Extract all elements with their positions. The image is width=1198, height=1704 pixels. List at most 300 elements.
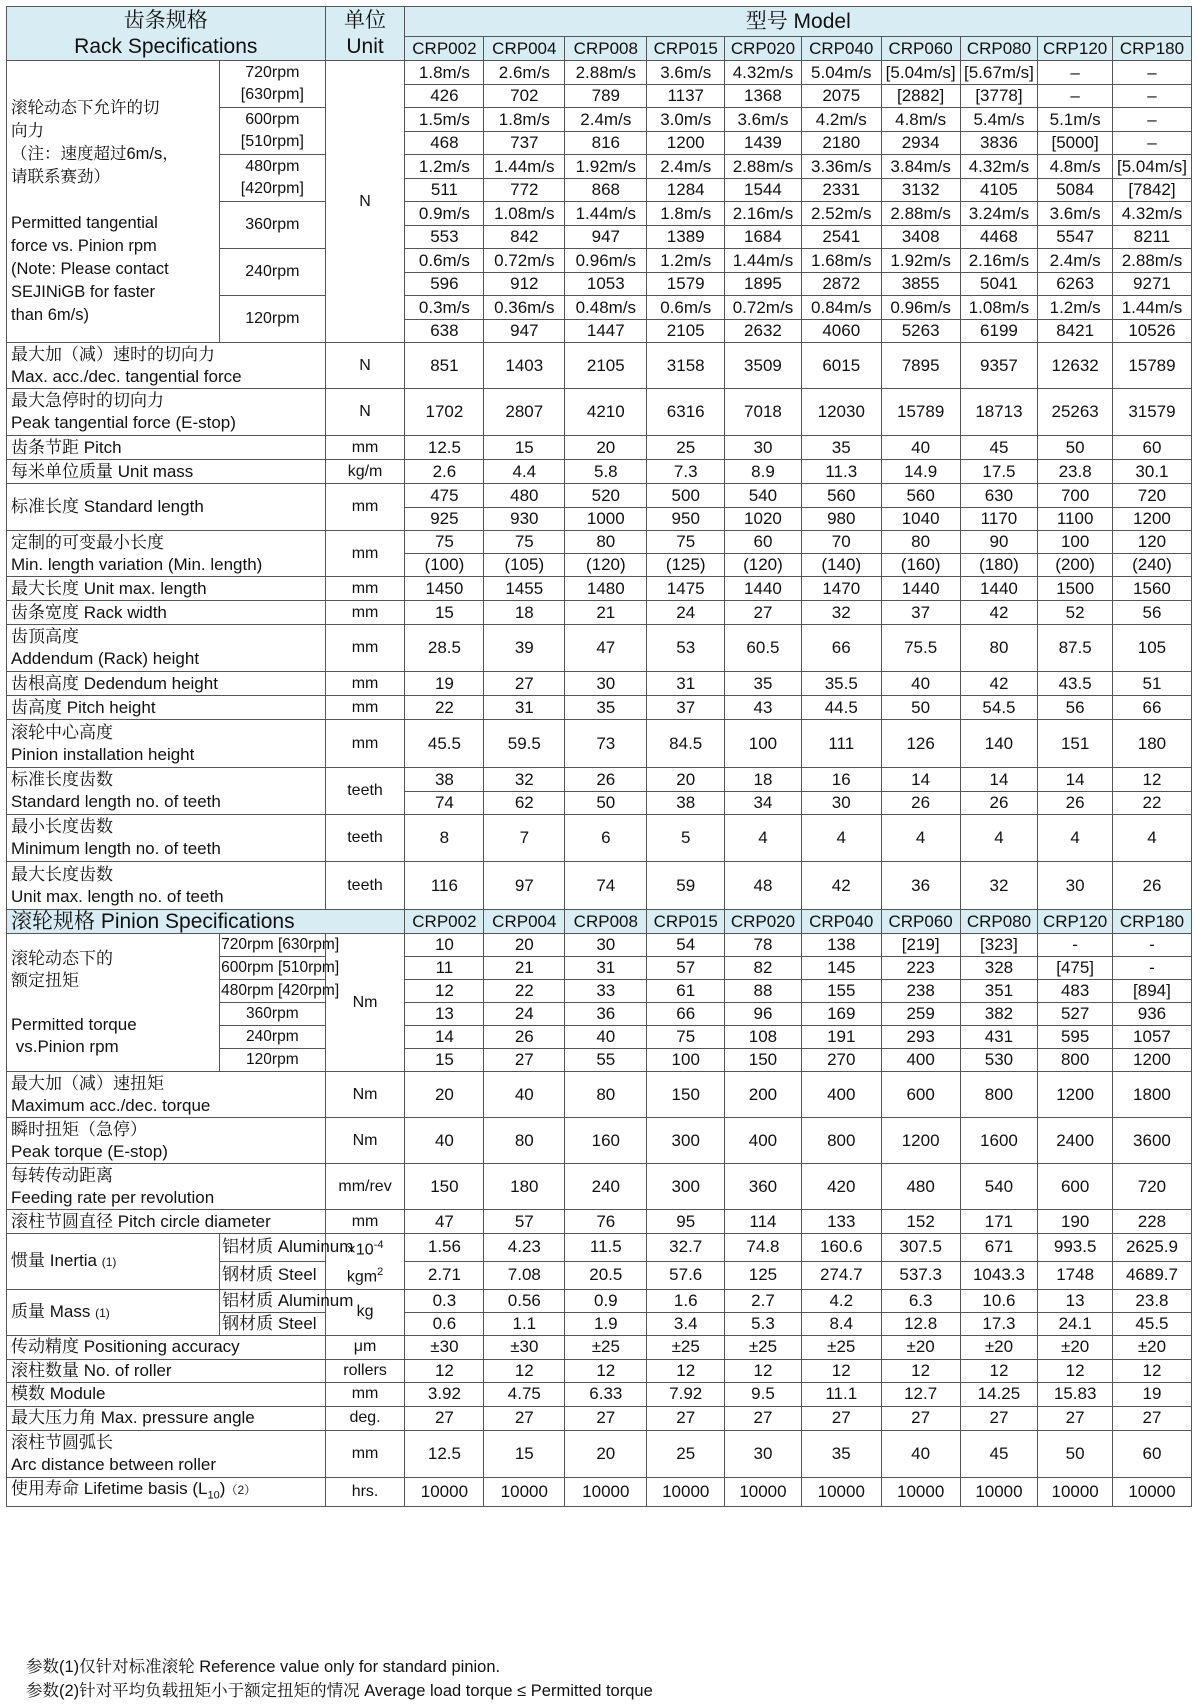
rpm-cell bbox=[220, 957, 340, 980]
tangential-force-description bbox=[7, 61, 220, 343]
cell-value bbox=[484, 531, 565, 554]
model-name: CRP120 bbox=[1043, 38, 1108, 58]
cell-value bbox=[1112, 132, 1191, 155]
cell-value bbox=[484, 1210, 565, 1234]
cell-value bbox=[405, 980, 484, 1003]
unit-value: ×10 bbox=[346, 1241, 374, 1259]
cell-value: 88 bbox=[753, 981, 773, 1000]
cell-value: 30 bbox=[1065, 875, 1085, 895]
cell-value bbox=[647, 980, 725, 1003]
cell-value: 59.5 bbox=[507, 733, 541, 753]
row-label bbox=[7, 1234, 220, 1290]
cell-value bbox=[801, 1382, 881, 1406]
label-en: No. of roller bbox=[83, 1360, 172, 1380]
cell-value bbox=[484, 1477, 565, 1506]
cell-value: 3855 bbox=[901, 274, 940, 293]
rpm-label: 480rpm [420rpm] bbox=[221, 982, 340, 999]
cell-value: 1702 bbox=[425, 402, 464, 421]
rack-title-cn: 齿条规格 bbox=[123, 8, 208, 32]
cell-value: 4.2 bbox=[829, 1290, 854, 1310]
cell-value: 5263 bbox=[901, 321, 940, 340]
label-cn: 使用寿命 bbox=[11, 1478, 79, 1498]
model-name: CRP008 bbox=[573, 38, 638, 58]
cell-value bbox=[647, 1210, 725, 1234]
cell-value: 21 bbox=[514, 958, 534, 977]
cell-value: 912 bbox=[510, 274, 539, 293]
cell-value bbox=[1038, 273, 1113, 296]
cell-value: (105) bbox=[504, 555, 545, 574]
cell-value: 3158 bbox=[666, 355, 705, 375]
cell-value bbox=[881, 155, 960, 179]
cell-value bbox=[881, 320, 960, 343]
cell-value: 1200 bbox=[1056, 1084, 1095, 1104]
cell-value bbox=[405, 601, 484, 625]
cell-value bbox=[565, 85, 647, 108]
cell-value: 5.4m/s bbox=[973, 109, 1025, 129]
cell-value: 50 bbox=[1065, 1443, 1085, 1463]
cell-value: 3.4 bbox=[673, 1313, 698, 1333]
cell-value: 1450 bbox=[425, 578, 464, 598]
cell-value: 84.5 bbox=[669, 733, 703, 753]
cell-value: 520 bbox=[591, 485, 620, 505]
cell-value: 1560 bbox=[1133, 578, 1171, 598]
cell-value bbox=[801, 108, 881, 132]
cell-value bbox=[484, 577, 565, 601]
cell-value bbox=[1112, 1072, 1191, 1118]
cell-value bbox=[1038, 202, 1113, 226]
cell-value: 4 bbox=[758, 828, 768, 847]
row-label bbox=[7, 1430, 326, 1477]
cell-value bbox=[881, 625, 960, 672]
cell-value: 180 bbox=[1137, 733, 1167, 753]
material-label: 钢材质 Steel bbox=[222, 1265, 317, 1285]
cell-value: 12 bbox=[911, 1360, 931, 1380]
cell-value bbox=[960, 108, 1038, 132]
cell-value: 702 bbox=[510, 86, 539, 105]
cell-value bbox=[801, 508, 881, 531]
cell-value: 1447 bbox=[586, 321, 625, 340]
rpm-label: 120rpm bbox=[246, 1051, 299, 1068]
cell-value bbox=[801, 389, 881, 436]
label-en: Max. acc./dec. tangential force bbox=[11, 366, 242, 386]
cell-value: 800 bbox=[827, 1130, 856, 1150]
cell-value: 191 bbox=[827, 1027, 856, 1046]
cell-value bbox=[484, 625, 565, 672]
cell-value: 15 bbox=[514, 437, 534, 457]
rack-spec-row bbox=[7, 343, 1192, 389]
cell-value bbox=[405, 1072, 484, 1118]
cell-value bbox=[881, 554, 960, 577]
cell-value bbox=[565, 601, 647, 625]
cell-value: 87.5 bbox=[1058, 638, 1092, 657]
cell-value bbox=[960, 1210, 1038, 1234]
cell-value: 6 bbox=[601, 828, 611, 847]
rpm-cell bbox=[220, 108, 325, 155]
cell-value: 180 bbox=[510, 1176, 539, 1196]
cell-value: 480 bbox=[906, 1176, 935, 1196]
cell-value: 1.44m/s bbox=[575, 203, 637, 223]
model-name: CRP015 bbox=[653, 911, 718, 931]
cell-value: [894] bbox=[1133, 981, 1171, 1000]
cell-value bbox=[960, 1289, 1038, 1312]
cell-value: 600 bbox=[1060, 1176, 1090, 1196]
cell-value bbox=[647, 1359, 725, 1382]
row-label bbox=[7, 1118, 326, 1164]
cell-value bbox=[565, 484, 647, 508]
rpm-cell bbox=[220, 1026, 325, 1049]
cell-value: 111 bbox=[828, 733, 855, 753]
unit-value: deg. bbox=[349, 1409, 381, 1427]
cell-value bbox=[1112, 85, 1191, 108]
cell-value bbox=[565, 862, 647, 910]
cell-value: 1.08m/s bbox=[494, 203, 555, 223]
cell-value bbox=[1112, 179, 1191, 202]
cell-value: 75 bbox=[514, 532, 534, 551]
cell-value bbox=[1038, 61, 1113, 85]
model-column-header bbox=[801, 910, 881, 934]
unit-value: mm bbox=[351, 579, 379, 597]
cell-value bbox=[405, 1026, 484, 1049]
cell-value bbox=[1112, 273, 1191, 296]
cell-value: 6.3 bbox=[908, 1290, 933, 1310]
row-label bbox=[7, 436, 326, 460]
cell-value: 15.83 bbox=[1053, 1384, 1097, 1404]
label-cn: 齿条宽度 bbox=[11, 602, 79, 622]
cell-value: 3.6m/s bbox=[660, 62, 712, 82]
cell-value bbox=[405, 531, 484, 554]
unit-cell bbox=[325, 1359, 405, 1382]
cell-value bbox=[565, 436, 647, 460]
cell-value bbox=[1112, 320, 1191, 343]
cell-value: 2.6 bbox=[432, 461, 457, 481]
cell-value: 22 bbox=[1142, 793, 1162, 812]
cell-value: 0.72m/s bbox=[732, 297, 794, 317]
cell-value: 45.5 bbox=[427, 733, 461, 753]
cell-value: 737 bbox=[510, 133, 539, 152]
cell-value bbox=[881, 1210, 960, 1234]
cell-value: 2.16m/s bbox=[732, 203, 794, 223]
cell-value bbox=[405, 389, 484, 436]
cell-value: 1.56 bbox=[427, 1237, 461, 1257]
cell-value bbox=[484, 508, 565, 531]
label-cn: 齿根高度 bbox=[11, 673, 79, 693]
cell-value: 35 bbox=[753, 673, 773, 693]
cell-value: ±30 bbox=[510, 1337, 539, 1357]
cell-value: 1284 bbox=[666, 180, 705, 199]
cell-value bbox=[1112, 1003, 1191, 1026]
cell-value: 2625.9 bbox=[1125, 1237, 1178, 1257]
cell-value bbox=[647, 672, 725, 696]
cell-value: 27 bbox=[753, 1408, 773, 1428]
cell-value bbox=[881, 696, 960, 720]
cell-value bbox=[881, 1118, 960, 1164]
cell-value: (200) bbox=[1055, 555, 1095, 574]
cell-value: 38 bbox=[434, 769, 454, 789]
cell-value bbox=[725, 85, 802, 108]
cell-value: 30.1 bbox=[1135, 461, 1169, 481]
cell-value: 18 bbox=[753, 769, 773, 789]
cell-value: [219] bbox=[901, 935, 940, 954]
cell-value bbox=[960, 1477, 1038, 1506]
material-label: 铝材质 Aluminum bbox=[222, 1290, 354, 1310]
cell-value: 0.9m/s bbox=[418, 203, 470, 223]
cell-value bbox=[484, 202, 565, 226]
model-name: CRP004 bbox=[492, 911, 557, 931]
cell-value: - bbox=[1149, 935, 1155, 954]
cell-value bbox=[1038, 436, 1113, 460]
cell-value bbox=[1038, 460, 1113, 484]
row-label bbox=[7, 1359, 326, 1382]
cell-value: [5.67m/s] bbox=[963, 62, 1034, 82]
cell-value: 4.32m/s bbox=[1121, 203, 1183, 223]
cell-value: 25 bbox=[676, 1443, 696, 1463]
cell-value bbox=[960, 815, 1038, 862]
cell-value: 228 bbox=[1137, 1211, 1167, 1231]
cell-value: 3509 bbox=[744, 355, 782, 375]
cell-value bbox=[565, 1118, 647, 1164]
cell-value bbox=[960, 249, 1038, 273]
cell-value bbox=[725, 980, 802, 1003]
cell-value bbox=[881, 672, 960, 696]
cell-value bbox=[1112, 484, 1191, 508]
cell-value bbox=[405, 862, 484, 910]
cell-value: 1043.3 bbox=[972, 1265, 1025, 1285]
cell-value: 100 bbox=[748, 733, 778, 753]
cell-value: 12 bbox=[514, 1360, 534, 1380]
cell-value: 105 bbox=[1137, 638, 1167, 657]
cell-value: - bbox=[1072, 935, 1078, 954]
cell-value: 1475 bbox=[666, 578, 705, 598]
cell-value bbox=[647, 1164, 725, 1210]
model-name: CRP020 bbox=[730, 911, 796, 931]
row-label bbox=[7, 1335, 326, 1359]
cell-value bbox=[647, 155, 725, 179]
cell-value bbox=[647, 296, 725, 320]
cell-value: 133 bbox=[827, 1211, 856, 1231]
cell-value bbox=[801, 531, 881, 554]
cell-value bbox=[565, 61, 647, 85]
cell-value: 3.24m/s bbox=[968, 203, 1030, 223]
cell-value bbox=[647, 601, 725, 625]
cell-value bbox=[801, 460, 881, 484]
cell-value bbox=[1038, 1003, 1113, 1026]
cell-value: 26 bbox=[596, 769, 616, 789]
cell-value bbox=[565, 815, 647, 862]
cell-value bbox=[725, 672, 802, 696]
unit-cell bbox=[325, 343, 405, 389]
cell-value bbox=[801, 179, 881, 202]
unit-title-cn: 单位 bbox=[344, 8, 387, 32]
cell-value: 4 bbox=[1147, 828, 1157, 847]
cell-value bbox=[960, 179, 1038, 202]
cell-value bbox=[801, 273, 881, 296]
cell-value bbox=[881, 1335, 960, 1359]
cell-value bbox=[484, 249, 565, 273]
cell-value bbox=[801, 226, 881, 249]
cell-value bbox=[801, 1234, 881, 1262]
cell-value: 4.8m/s bbox=[895, 109, 947, 129]
cell-value bbox=[801, 1359, 881, 1382]
label-cn: 最大加（减）速时的切向力 bbox=[11, 344, 215, 364]
cell-value bbox=[881, 1049, 960, 1072]
cell-value bbox=[405, 1312, 484, 1335]
label-cn: 最大加（减）速扭矩 bbox=[11, 1073, 164, 1093]
cell-value bbox=[1112, 1261, 1191, 1289]
cell-value bbox=[1038, 672, 1113, 696]
label-cn: 齿高度 bbox=[11, 697, 62, 717]
unit-value: mm bbox=[351, 639, 379, 656]
rpm-label: 240rpm bbox=[245, 263, 300, 280]
cell-value bbox=[801, 1261, 881, 1289]
cell-value: 5041 bbox=[980, 274, 1018, 293]
cell-value bbox=[881, 460, 960, 484]
cell-value bbox=[725, 155, 802, 179]
cell-value bbox=[565, 1406, 647, 1430]
unit-value: mm bbox=[351, 498, 379, 515]
cell-value: 1500 bbox=[1056, 578, 1095, 598]
desc-en: Permitted torque bbox=[11, 1014, 137, 1034]
cell-value: 2.88m/s bbox=[890, 203, 951, 223]
label-en: Unit max. length no. of teeth bbox=[11, 886, 224, 906]
label-cn: 模数 bbox=[11, 1384, 45, 1404]
cell-value bbox=[405, 61, 484, 85]
unit-cell bbox=[325, 601, 405, 625]
cell-value bbox=[484, 1261, 565, 1289]
cell-value: 3.0m/s bbox=[660, 109, 712, 129]
rack-specifications-title bbox=[7, 7, 326, 61]
unit-value: Nm bbox=[352, 993, 378, 1011]
cell-value: 40 bbox=[911, 437, 931, 457]
cell-value bbox=[484, 792, 565, 815]
cell-value bbox=[405, 296, 484, 320]
cell-value: 4.75 bbox=[507, 1384, 541, 1404]
model-name: CRP060 bbox=[888, 911, 953, 931]
cell-value: 27 bbox=[676, 1408, 696, 1428]
cell-value bbox=[1038, 85, 1113, 108]
cell-value bbox=[565, 508, 647, 531]
cell-value: 50 bbox=[1065, 437, 1085, 457]
cell-value: 30 bbox=[753, 1443, 773, 1463]
cell-value: 4.32m/s bbox=[732, 62, 794, 82]
cell-value bbox=[565, 1234, 647, 1262]
rpm-label: 480rpm bbox=[245, 158, 300, 175]
torque-row bbox=[7, 934, 1192, 957]
row-label bbox=[7, 625, 326, 672]
cell-value: 42 bbox=[989, 673, 1009, 693]
cell-value: 2.6m/s bbox=[498, 62, 550, 82]
cell-value bbox=[565, 1049, 647, 1072]
cell-value: 60.5 bbox=[746, 638, 780, 657]
cell-value: 50 bbox=[911, 697, 931, 717]
label-cn: 最小长度齿数 bbox=[11, 817, 113, 836]
rack-pitch-row bbox=[7, 436, 1192, 460]
cell-value bbox=[1038, 792, 1113, 815]
cell-value bbox=[1038, 1406, 1113, 1430]
cell-value: 15789 bbox=[897, 402, 945, 421]
cell-value: 57 bbox=[676, 958, 696, 977]
cell-value: 12.7 bbox=[904, 1384, 938, 1404]
cell-value: 28.5 bbox=[427, 638, 461, 657]
cell-value: 4105 bbox=[980, 180, 1018, 199]
cell-value: 596 bbox=[430, 274, 459, 293]
cell-value bbox=[1112, 1164, 1191, 1210]
cell-value bbox=[801, 85, 881, 108]
cell-value bbox=[725, 226, 802, 249]
cell-value: 6015 bbox=[822, 355, 861, 375]
cell-value bbox=[405, 577, 484, 601]
cell-value: 45.5 bbox=[1135, 1313, 1169, 1333]
cell-value: 5.04m/s bbox=[811, 62, 872, 82]
cell-value bbox=[725, 815, 802, 862]
cell-value: 1544 bbox=[744, 180, 782, 199]
cell-value: 40 bbox=[514, 1084, 534, 1104]
cell-value bbox=[960, 1312, 1038, 1335]
cell-value: 42 bbox=[831, 875, 851, 895]
cell-value: 120 bbox=[1137, 532, 1167, 551]
cell-value bbox=[484, 1382, 565, 1406]
cell-value bbox=[484, 296, 565, 320]
cell-value bbox=[801, 720, 881, 768]
cell-value: 7.08 bbox=[507, 1265, 541, 1285]
cell-value: 27 bbox=[596, 1408, 616, 1428]
cell-value bbox=[725, 957, 802, 980]
cell-value bbox=[1038, 132, 1113, 155]
cell-value bbox=[647, 1312, 725, 1335]
cell-value: 12 bbox=[434, 1360, 454, 1380]
model-title: 型号 Model bbox=[745, 9, 851, 33]
cell-value: 4.8m/s bbox=[1049, 156, 1101, 176]
label-en: Dedendum height bbox=[83, 673, 218, 693]
rpm-cell bbox=[220, 980, 340, 1003]
model-name: CRP080 bbox=[966, 911, 1032, 931]
cell-value bbox=[1038, 531, 1113, 554]
cell-value bbox=[881, 1477, 960, 1506]
cell-value bbox=[1112, 343, 1191, 389]
permitted-torque-description bbox=[7, 934, 220, 1072]
cell-value: 2807 bbox=[505, 402, 544, 421]
cell-value: 3132 bbox=[901, 180, 940, 199]
cell-value: 1600 bbox=[980, 1130, 1018, 1150]
unit-cell bbox=[325, 696, 405, 720]
cell-value: 12 bbox=[1142, 769, 1162, 789]
cell-value bbox=[1112, 577, 1191, 601]
label-cn: 每米单位质量 bbox=[11, 461, 113, 481]
label-en: Module bbox=[49, 1384, 106, 1404]
cell-value bbox=[1038, 577, 1113, 601]
cell-value bbox=[405, 554, 484, 577]
unit-title-en: Unit bbox=[346, 34, 384, 58]
row-label bbox=[7, 720, 326, 768]
label-en: Pitch circle diameter bbox=[117, 1211, 271, 1231]
cell-value: 155 bbox=[827, 981, 856, 1000]
unit-value: teeth bbox=[347, 829, 383, 846]
cell-value bbox=[647, 1026, 725, 1049]
label-en: Standard length no. of teeth bbox=[11, 792, 221, 811]
cell-value bbox=[960, 531, 1038, 554]
cell-value: 4060 bbox=[822, 321, 861, 340]
cell-value: 1470 bbox=[822, 578, 861, 598]
cell-value bbox=[801, 577, 881, 601]
cell-value bbox=[1038, 815, 1113, 862]
cell-value: 30 bbox=[596, 935, 616, 954]
cell-value bbox=[647, 1382, 725, 1406]
cell-value bbox=[801, 132, 881, 155]
cell-value bbox=[647, 768, 725, 792]
cell-value: 20 bbox=[676, 769, 696, 789]
cell-value bbox=[725, 343, 802, 389]
cell-value: 45 bbox=[989, 1443, 1009, 1463]
cell-value: 47 bbox=[596, 638, 616, 657]
